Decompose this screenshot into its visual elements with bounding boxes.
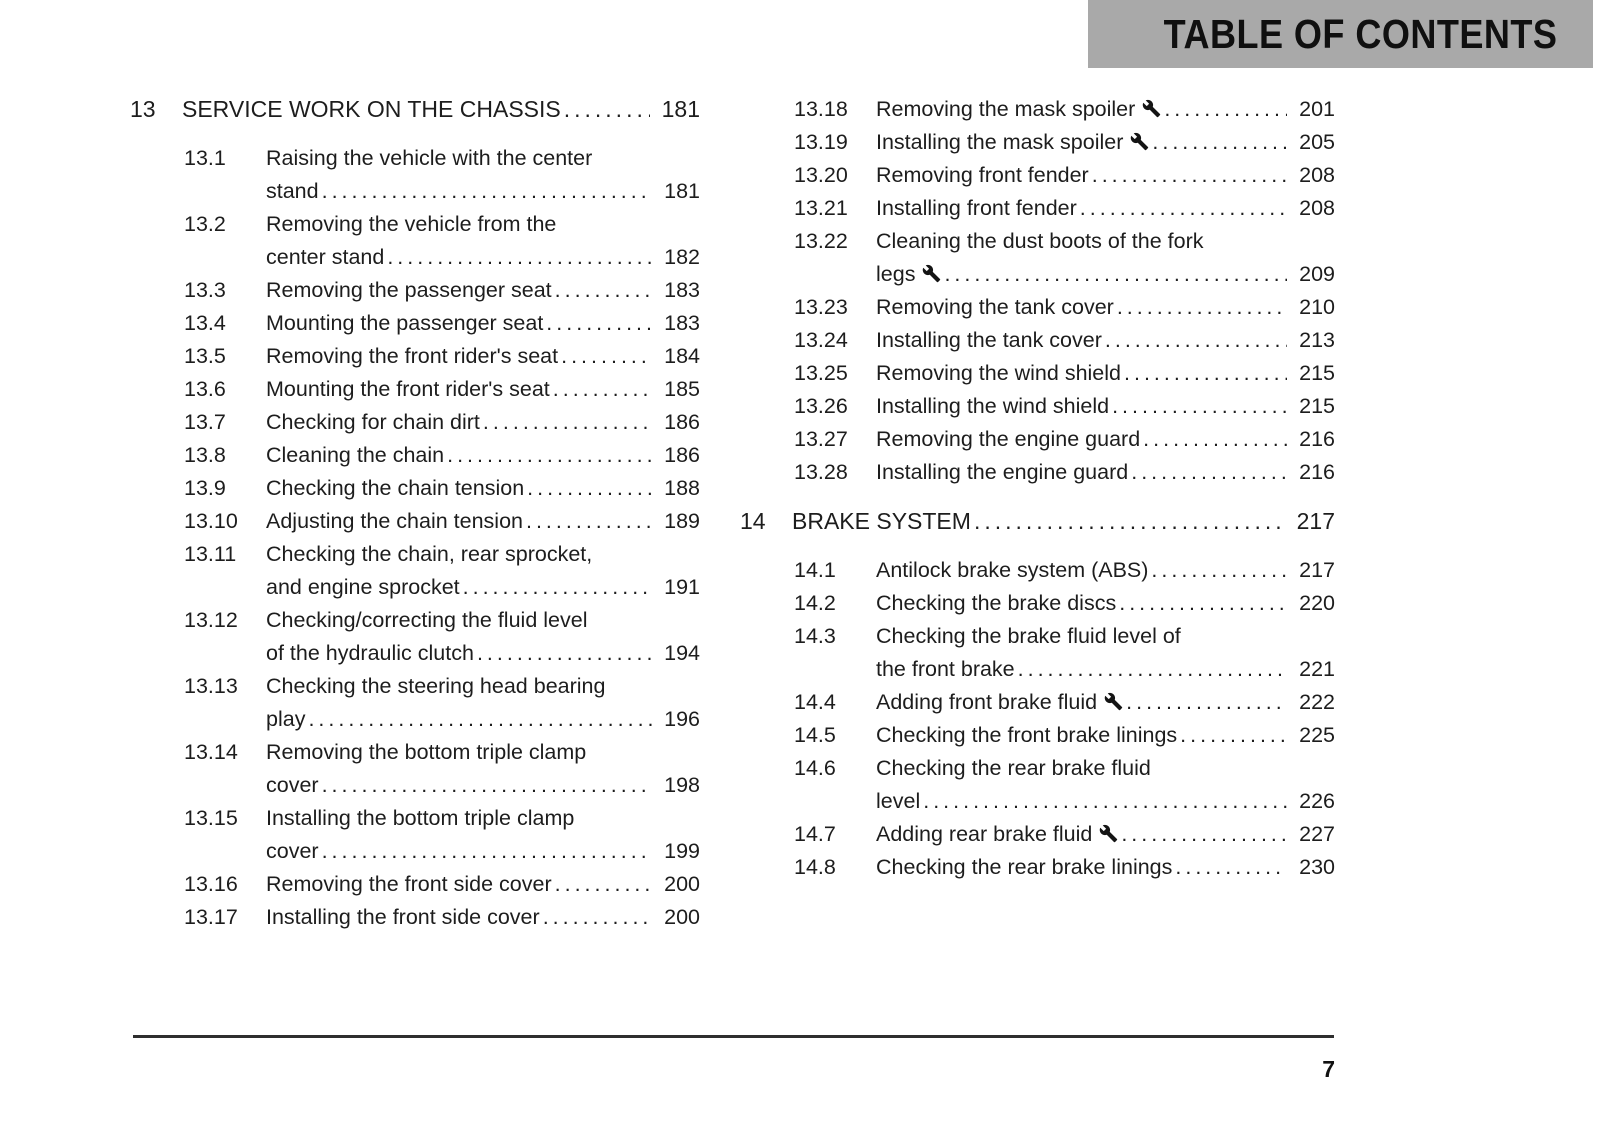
wrench-icon xyxy=(1142,99,1161,118)
toc-entry xyxy=(130,736,700,802)
toc-entry-line xyxy=(130,703,700,736)
toc-entry xyxy=(740,752,1335,818)
entry-title: Removing the front side cover xyxy=(266,872,552,896)
wrench-icon xyxy=(1130,132,1149,151)
toc-entry xyxy=(740,719,1335,752)
toc-entry-line xyxy=(740,291,1335,324)
toc-entry xyxy=(740,554,1335,587)
dot-leader xyxy=(322,835,652,868)
entry-number: 14.1 xyxy=(794,558,836,582)
entry-title: and engine sprocket xyxy=(266,575,460,599)
toc-entry-line xyxy=(130,769,700,802)
entry-number: 13.2 xyxy=(184,212,226,236)
toc-page-number: 225 xyxy=(1299,723,1335,747)
entry-title: Removing the front rider's seat xyxy=(266,344,559,368)
dot-leader xyxy=(387,241,652,274)
wrench-icon xyxy=(1104,692,1123,711)
entry-title: Adjusting the chain tension xyxy=(266,509,523,533)
entry-title: Installing the wind shield xyxy=(876,394,1110,418)
toc-entry-line xyxy=(130,208,700,241)
dot-leader xyxy=(526,505,652,538)
entry-title: Checking for chain dirt xyxy=(266,410,480,434)
dot-leader xyxy=(1131,456,1287,489)
dot-leader xyxy=(1175,851,1287,884)
dot-leader xyxy=(1080,192,1287,225)
entry-number: 13.5 xyxy=(184,344,226,368)
toc-page-number: 230 xyxy=(1299,855,1335,879)
entry-number: 13.3 xyxy=(184,278,226,302)
toc-entry xyxy=(130,604,700,670)
entry-number: 13.16 xyxy=(184,872,238,896)
dot-leader xyxy=(1126,686,1287,719)
page-number: 7 xyxy=(1322,1056,1335,1082)
toc-entry-line xyxy=(130,538,700,571)
toc-page-number: 226 xyxy=(1299,789,1335,813)
toc-page-number: 198 xyxy=(664,773,700,797)
entry-number: 13.12 xyxy=(184,608,238,632)
toc-entry xyxy=(740,587,1335,620)
entry-number: 14.2 xyxy=(794,591,836,615)
dot-leader xyxy=(974,505,1285,538)
dot-leader xyxy=(546,307,652,340)
entry-number: 13.23 xyxy=(794,295,848,319)
toc-entry-line xyxy=(740,390,1335,423)
dot-leader xyxy=(483,406,652,439)
toc-entry-line xyxy=(130,901,700,934)
entry-title: legs xyxy=(876,262,916,286)
entry-title: Checking the front brake linings xyxy=(876,723,1178,747)
entry-title: Cleaning the chain xyxy=(266,443,445,467)
entry-title: Removing the vehicle from the xyxy=(266,212,557,236)
toc-entry-line xyxy=(130,373,700,406)
toc-entry xyxy=(130,208,700,274)
entry-number: 13.1 xyxy=(184,146,226,170)
entry-title: play xyxy=(266,707,306,731)
toc-entry xyxy=(740,357,1335,390)
toc-entry-line xyxy=(130,307,700,340)
toc-page-number: 217 xyxy=(1296,508,1335,534)
toc-entry xyxy=(130,340,700,373)
dot-leader xyxy=(555,868,652,901)
toc-page-number: 189 xyxy=(664,509,700,533)
toc-entry-line xyxy=(740,126,1335,159)
toc-entry-line xyxy=(130,868,700,901)
toc-entry-line xyxy=(130,274,700,307)
entry-title: Installing the front side cover xyxy=(266,905,540,929)
toc-entry xyxy=(740,686,1335,719)
toc-entry-line xyxy=(740,818,1335,851)
toc-entry-line xyxy=(740,192,1335,225)
dot-leader xyxy=(1152,126,1287,159)
dot-leader xyxy=(1121,818,1287,851)
dot-leader xyxy=(1143,423,1287,456)
entry-title: Installing the bottom triple clamp xyxy=(266,806,575,830)
toc-entry-line xyxy=(740,851,1335,884)
entry-title: Removing the engine guard xyxy=(876,427,1141,451)
toc-entry xyxy=(130,307,700,340)
entry-number: 13.6 xyxy=(184,377,226,401)
toc-entry-line xyxy=(740,587,1335,620)
dot-leader xyxy=(1117,291,1287,324)
entry-title: cover xyxy=(266,773,319,797)
entry-title: Mounting the passenger seat xyxy=(266,311,544,335)
entry-title: Removing the tank cover xyxy=(876,295,1114,319)
toc-page-number: 201 xyxy=(1299,97,1335,121)
entry-title: Checking the rear brake fluid xyxy=(876,756,1151,780)
toc-entry xyxy=(130,373,700,406)
toc-section-block xyxy=(740,93,1335,489)
toc-entry-line xyxy=(740,620,1335,653)
entry-number: 13.13 xyxy=(184,674,238,698)
entry-number: 13.15 xyxy=(184,806,238,830)
toc-entry-line xyxy=(130,736,700,769)
toc-entry xyxy=(130,406,700,439)
toc-entry xyxy=(740,423,1335,456)
section-title: SERVICE WORK ON THE CHASSIS xyxy=(182,96,561,122)
dot-leader xyxy=(1112,390,1287,423)
toc-page-number: 215 xyxy=(1299,394,1335,418)
toc-column-right xyxy=(740,93,1335,884)
entry-title: Removing the mask spoiler xyxy=(876,97,1136,121)
entry-title: Removing front fender xyxy=(876,163,1089,187)
entry-title: level xyxy=(876,789,921,813)
dot-leader xyxy=(1180,719,1287,752)
entry-number: 13.18 xyxy=(794,97,848,121)
toc-page-number: 222 xyxy=(1299,690,1335,714)
toc-entry xyxy=(740,126,1335,159)
toc-page-number: 194 xyxy=(664,641,700,665)
toc-page-number: 181 xyxy=(661,96,700,122)
entry-number: 13.20 xyxy=(794,163,848,187)
entry-title: Removing the wind shield xyxy=(876,361,1121,385)
toc-page-number: 227 xyxy=(1299,822,1335,846)
entry-title: Installing the tank cover xyxy=(876,328,1102,352)
entry-number: 13.9 xyxy=(184,476,226,500)
entry-title: Checking the rear brake linings xyxy=(876,855,1173,879)
dot-leader xyxy=(322,769,652,802)
toc-entry-line xyxy=(130,835,700,868)
toc-section-block xyxy=(740,505,1335,884)
toc-page-number: 191 xyxy=(664,575,700,599)
dot-leader xyxy=(944,258,1287,291)
toc-entry-line xyxy=(130,175,700,208)
section-number: 14 xyxy=(740,508,766,534)
entry-title: Checking/correcting the fluid level xyxy=(266,608,588,632)
toc-section-header xyxy=(740,505,1335,538)
toc-page-number: 200 xyxy=(664,872,700,896)
toc-entry-line xyxy=(740,258,1335,291)
entry-number: 14.8 xyxy=(794,855,836,879)
toc-page-number: 196 xyxy=(664,707,700,731)
toc-page-number: 221 xyxy=(1299,657,1335,681)
entry-number: 14.7 xyxy=(794,822,836,846)
toc-entry-line xyxy=(740,719,1335,752)
toc-entry-line xyxy=(130,637,700,670)
toc-page-number: 188 xyxy=(664,476,700,500)
entry-title: Installing front fender xyxy=(876,196,1077,220)
toc-column-left xyxy=(130,93,700,934)
toc-entry-line xyxy=(740,324,1335,357)
entry-number: 13.19 xyxy=(794,130,848,154)
page-header-bar xyxy=(1088,0,1593,68)
toc-page-number: 185 xyxy=(664,377,700,401)
toc-section-block xyxy=(130,93,700,934)
toc-entry-line xyxy=(130,604,700,637)
entry-number: 13.28 xyxy=(794,460,848,484)
toc-entry-line xyxy=(130,241,700,274)
toc-entry xyxy=(130,142,700,208)
toc-page-number: 208 xyxy=(1299,196,1335,220)
entry-number: 13.10 xyxy=(184,509,238,533)
toc-entry-line xyxy=(740,93,1335,126)
toc-entry-line xyxy=(130,802,700,835)
entry-title: Installing the engine guard xyxy=(876,460,1129,484)
toc-entry xyxy=(740,291,1335,324)
toc-page-number: 205 xyxy=(1299,130,1335,154)
toc-entry xyxy=(740,192,1335,225)
toc-entry xyxy=(740,324,1335,357)
toc-entry xyxy=(740,390,1335,423)
dot-leader xyxy=(553,373,652,406)
toc-page-number: 216 xyxy=(1299,427,1335,451)
entry-title: Checking the brake fluid level of xyxy=(876,624,1181,648)
entry-title: Removing the passenger seat xyxy=(266,278,552,302)
entry-number: 13.24 xyxy=(794,328,848,352)
entry-number: 13.14 xyxy=(184,740,238,764)
entry-title: of the hydraulic clutch xyxy=(266,641,474,665)
dot-leader xyxy=(1151,554,1287,587)
toc-entry xyxy=(130,802,700,868)
entry-title: Mounting the front rider's seat xyxy=(266,377,550,401)
entry-title: Installing the mask spoiler xyxy=(876,130,1124,154)
toc-entry-line xyxy=(130,670,700,703)
entry-number: 13.11 xyxy=(184,542,237,566)
toc-page-number: 186 xyxy=(664,443,700,467)
toc-page-number: 182 xyxy=(664,245,700,269)
toc-entry-line xyxy=(740,785,1335,818)
dot-leader xyxy=(308,703,652,736)
entry-title: Raising the vehicle with the center xyxy=(266,146,593,170)
entry-title: Checking the chain tension xyxy=(266,476,525,500)
dot-leader xyxy=(564,93,650,126)
entry-title: the front brake xyxy=(876,657,1015,681)
dot-leader xyxy=(477,637,652,670)
entry-title: Checking the chain, rear sprocket, xyxy=(266,542,593,566)
toc-entry xyxy=(740,818,1335,851)
toc-page-number: 213 xyxy=(1299,328,1335,352)
entry-title: center stand xyxy=(266,245,385,269)
toc-entry-line xyxy=(740,653,1335,686)
toc-entry xyxy=(740,620,1335,686)
toc-page-number: 200 xyxy=(664,905,700,929)
toc-page-number: 181 xyxy=(664,179,700,203)
section-number: 13 xyxy=(130,96,156,122)
dot-leader xyxy=(1119,587,1287,620)
toc-page-number: 209 xyxy=(1299,262,1335,286)
footer-divider xyxy=(133,1035,1334,1038)
dot-leader xyxy=(322,175,652,208)
toc-entry xyxy=(740,225,1335,291)
toc-page-number: 208 xyxy=(1299,163,1335,187)
toc-entry-line xyxy=(130,571,700,604)
dot-leader xyxy=(527,472,652,505)
toc-entry-line xyxy=(740,159,1335,192)
toc-page-number: 183 xyxy=(664,311,700,335)
entry-title: Checking the steering head bearing xyxy=(266,674,606,698)
entry-title: cover xyxy=(266,839,319,863)
dot-leader xyxy=(1092,159,1287,192)
entry-title: Removing the bottom triple clamp xyxy=(266,740,587,764)
toc-entry-line xyxy=(740,423,1335,456)
toc-entry xyxy=(740,456,1335,489)
entry-number: 13.4 xyxy=(184,311,226,335)
toc-page-number: 184 xyxy=(664,344,700,368)
toc-entry xyxy=(130,868,700,901)
dot-leader xyxy=(463,571,652,604)
entry-number: 13.26 xyxy=(794,394,848,418)
dot-leader xyxy=(1018,653,1287,686)
entry-title: Cleaning the dust boots of the fork xyxy=(876,229,1204,253)
toc-page-number: 217 xyxy=(1299,558,1335,582)
toc-entry xyxy=(130,472,700,505)
dot-leader xyxy=(1105,324,1287,357)
toc-entry-line xyxy=(130,472,700,505)
entry-number: 13.25 xyxy=(794,361,848,385)
entry-title: Adding rear brake fluid xyxy=(876,822,1093,846)
toc-entry-line xyxy=(130,142,700,175)
dot-leader xyxy=(555,274,652,307)
toc-page-number: 216 xyxy=(1299,460,1335,484)
toc-entry-line xyxy=(740,686,1335,719)
entry-title: Antilock brake system (ABS) xyxy=(876,558,1149,582)
section-title: BRAKE SYSTEM xyxy=(792,508,971,534)
toc-page-number: 215 xyxy=(1299,361,1335,385)
entry-number: 13.27 xyxy=(794,427,848,451)
toc-entry xyxy=(740,851,1335,884)
toc-entry xyxy=(130,538,700,604)
toc-entry xyxy=(130,274,700,307)
page-title: TABLE OF CONTENTS xyxy=(1163,10,1557,57)
entry-title: Checking the brake discs xyxy=(876,591,1117,615)
entry-number: 13.21 xyxy=(794,196,848,220)
toc-entry xyxy=(130,670,700,736)
entry-title: Adding front brake fluid xyxy=(876,690,1098,714)
dot-leader xyxy=(1164,93,1287,126)
toc-entry xyxy=(740,93,1335,126)
toc-entry-line xyxy=(130,406,700,439)
toc-entry-line xyxy=(740,357,1335,390)
toc-entry xyxy=(130,901,700,934)
wrench-icon xyxy=(922,264,941,283)
toc-page-number: 186 xyxy=(664,410,700,434)
toc-entry-line xyxy=(130,505,700,538)
entry-number: 14.3 xyxy=(794,624,836,648)
toc-entry-line xyxy=(130,340,700,373)
toc-page-number: 199 xyxy=(664,839,700,863)
toc-page-number: 183 xyxy=(664,278,700,302)
toc-entry-line xyxy=(130,439,700,472)
toc-entry-line xyxy=(740,554,1335,587)
dot-leader xyxy=(1124,357,1287,390)
dot-leader xyxy=(543,901,652,934)
toc-entry xyxy=(130,439,700,472)
toc-section-header xyxy=(130,93,700,126)
entry-number: 13.7 xyxy=(184,410,226,434)
toc-entry xyxy=(740,159,1335,192)
toc-page-number: 210 xyxy=(1299,295,1335,319)
entry-number: 14.4 xyxy=(794,690,836,714)
dot-leader xyxy=(923,785,1287,818)
toc-entry-line xyxy=(740,225,1335,258)
dot-leader xyxy=(447,439,652,472)
entry-number: 14.6 xyxy=(794,756,836,780)
entry-number: 13.8 xyxy=(184,443,226,467)
entry-number: 13.22 xyxy=(794,229,848,253)
dot-leader xyxy=(561,340,652,373)
wrench-icon xyxy=(1099,824,1118,843)
toc-entry-line xyxy=(740,456,1335,489)
toc-page-number: 220 xyxy=(1299,591,1335,615)
toc-entry-line xyxy=(740,752,1335,785)
entry-number: 13.17 xyxy=(184,905,238,929)
entry-title: stand xyxy=(266,179,319,203)
toc-entry xyxy=(130,505,700,538)
entry-number: 14.5 xyxy=(794,723,836,747)
